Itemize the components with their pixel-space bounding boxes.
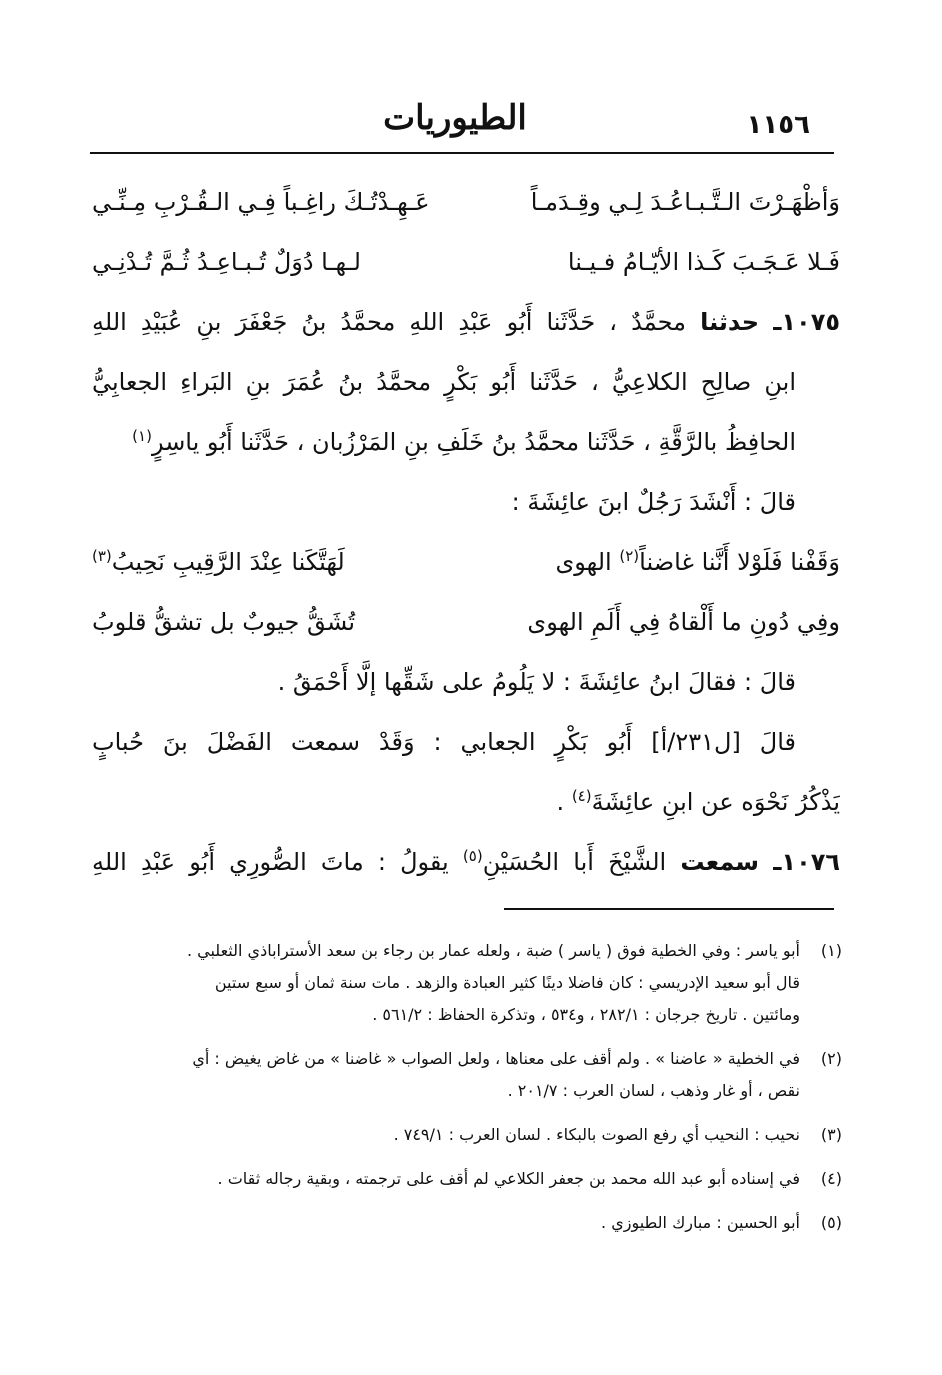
footnote-number: (٣) [820, 1125, 842, 1144]
hadith-1076-head: سمعت [680, 848, 760, 876]
verse-2-first-hemistich: فَـلا عَـجَـبَ كَـذا الأيّـامُ فـيـنا [567, 248, 840, 276]
verse-1-first-hemistich: وَأظْهَـرْتَ الـتَّـبـاعُـدَ لِـي وقِـدَمـاً [530, 188, 840, 216]
verse-4-second-hemistich: تُشَقُّ جيوبٌ بل تشقُّ قلوبُ [92, 608, 356, 636]
verse-3-first-end: الهوى [555, 548, 612, 576]
hadith-1075-text-3: الحافِظُ بالرَّقَّةِ ، حَدَّثَنا محمَّدُ بنُ خَلَفِ بنِ المَرْزُبان ، حَدَّثَنا أَبُو ياسِرٍ [151, 428, 796, 456]
footnote-line: في الخطية « عاضنا » . ولم أقف على معناها ، ولعل الصواب « غاضنا » من غاض يغيض : أي [192, 1049, 800, 1068]
running-title: الطيوريات [383, 98, 527, 138]
page-number: ١١٥٦ [746, 110, 810, 140]
hadith-1075-line-2: ابنِ صالِحِ الكلاعِيُّ ، حَدَّثَنا أَبُو بَكْرٍ محمَّدُ بنُ عُمَرَ بنِ البَراءِ الجعابِيُّ [92, 368, 796, 396]
footnote-ref-1: (١) [132, 427, 152, 445]
hadith-1075-text-1: محمَّدٌ ، حَدَّثَنا أَبُو عَبْدِ اللهِ محمَّدُ بنُ جَعْفَرَ بنِ عُبَيْدِ اللهِ [92, 308, 686, 336]
footnote-2 [92, 1043, 842, 1107]
page-header [90, 92, 820, 154]
hadith-1075-line-3 [92, 412, 840, 472]
verse-3-first-hemistich: وَقَفْنا فَلَوْلا أَنَّنا غاضناً(٢) الهوى [555, 532, 840, 592]
verse-2-second-hemistich: لـهـا دُوَلٌ تُـبـاعِـدُ ثُـمَّ تُـدْنِـي [92, 248, 361, 276]
verse-3-second-text: لَهَتَّكَنا عِنْدَ الرَّقِيبِ نَحِيبُ [111, 548, 345, 576]
verse-line-4 [92, 592, 840, 652]
footnotes [92, 935, 842, 1251]
hadith-number-1076: ١٠٧٦ـ [773, 848, 840, 876]
footnote-line: نحيب : النحيب أي رفع الصوت بالبكاء . لسان العرب : ٧٤٩/١ . [393, 1125, 800, 1144]
hadith-number-1075: ١٠٧٥ـ [773, 308, 840, 336]
verse-3-first-text: وَقَفْنا فَلَوْلا أَنَّنا غاضناً [639, 548, 840, 576]
footnote-number: (١) [820, 941, 842, 960]
qala-line-3 [92, 772, 840, 832]
footnote-number: (٥) [820, 1213, 842, 1232]
footnote-4 [92, 1163, 842, 1195]
footnote-line: ومائتين . تاريخ جرجان : ٢٨٢/١ ، و٥٣٤ ، وتذكرة الحفاظ : ٥٦١/٢ . [372, 1005, 800, 1024]
verse-1-second-hemistich: عَـهِـدْتُـكَ راغِـباً فِـي الـقُـرْبِ مِـنِّـي [92, 188, 430, 216]
footnote-line: أبو ياسر : وفي الخطية فوق ( ياسر ) ضبة ، ولعله عمار بن رجاء بن سعد الأستراباذي الثعلبي . [186, 941, 800, 960]
qala-line-1: قالَ : فقالَ ابنُ عائِشَةَ : لا يَلُومُ على شَقِّها إلَّا أَحْمَقُ . [277, 668, 796, 696]
hadith-1075-line-1 [92, 292, 840, 352]
hadith-1075-line-4: قالَ : أَنْشَدَ رَجُلٌ ابنَ عائِشَةَ : [511, 488, 796, 516]
qala-line-3-end: . [556, 788, 565, 816]
footnote-line: نقص ، أو غار وذهب ، لسان العرب : ٢٠١/٧ . [507, 1081, 800, 1100]
footnote-5 [92, 1207, 842, 1239]
hadith-1076-line-1 [92, 832, 840, 892]
footnote-number: (٢) [820, 1049, 842, 1068]
footnote-rule [504, 908, 834, 910]
hadith-1076-text-b: يقولُ : ماتَ الصُّورِي أَبُو عَبْدِ اللهِ [92, 848, 449, 876]
footnote-line: أبو الحسين : مبارك الطيوزي . [601, 1213, 800, 1232]
hadith-1076-text-a: الشَّيْخَ أَبا الحُسَيْنِ [482, 848, 667, 876]
main-text [92, 172, 840, 892]
verse-line-1 [92, 172, 840, 232]
hadith-1075-head: حدثنا [700, 308, 760, 336]
footnote-number: (٤) [820, 1169, 842, 1188]
footnote-ref-4: (٤) [571, 787, 592, 805]
qala-line-3-text: يَذْكُرُ نَحْوَه عن ابنِ عائِشَةَ [591, 788, 840, 816]
footnote-ref-5: (٥) [462, 847, 483, 865]
verse-4-first-hemistich: وفِي دُونِ ما أَلْقاهُ فِي أَلَمِ الهوى [527, 608, 840, 636]
header-rule [90, 152, 834, 154]
footnote-1 [92, 935, 842, 1031]
qala-line-2: قالَ [ل٢٣١/أ] أَبُو بَكْرٍ الجعابي : وَقَدْ سمعت الفَضْلَ بنَ حُبابٍ [92, 728, 796, 756]
footnote-line: قال أبو سعيد الإدريسي : كان فاضلا دينًا كثير العبادة والزهد . مات سنة ثمان أو سبع ستين [214, 973, 800, 992]
footnote-line: في إسناده أبو عبد الله محمد بن جعفر الكلاعي لم أقف على ترجمته ، وبقية رجاله ثقات . [217, 1169, 800, 1188]
verse-3-second-hemistich: لَهَتَّكَنا عِنْدَ الرَّقِيبِ نَحِيبُ(٣) [92, 532, 345, 592]
footnote-3 [92, 1119, 842, 1151]
verse-line-2 [92, 232, 840, 292]
verse-line-3 [92, 532, 840, 592]
